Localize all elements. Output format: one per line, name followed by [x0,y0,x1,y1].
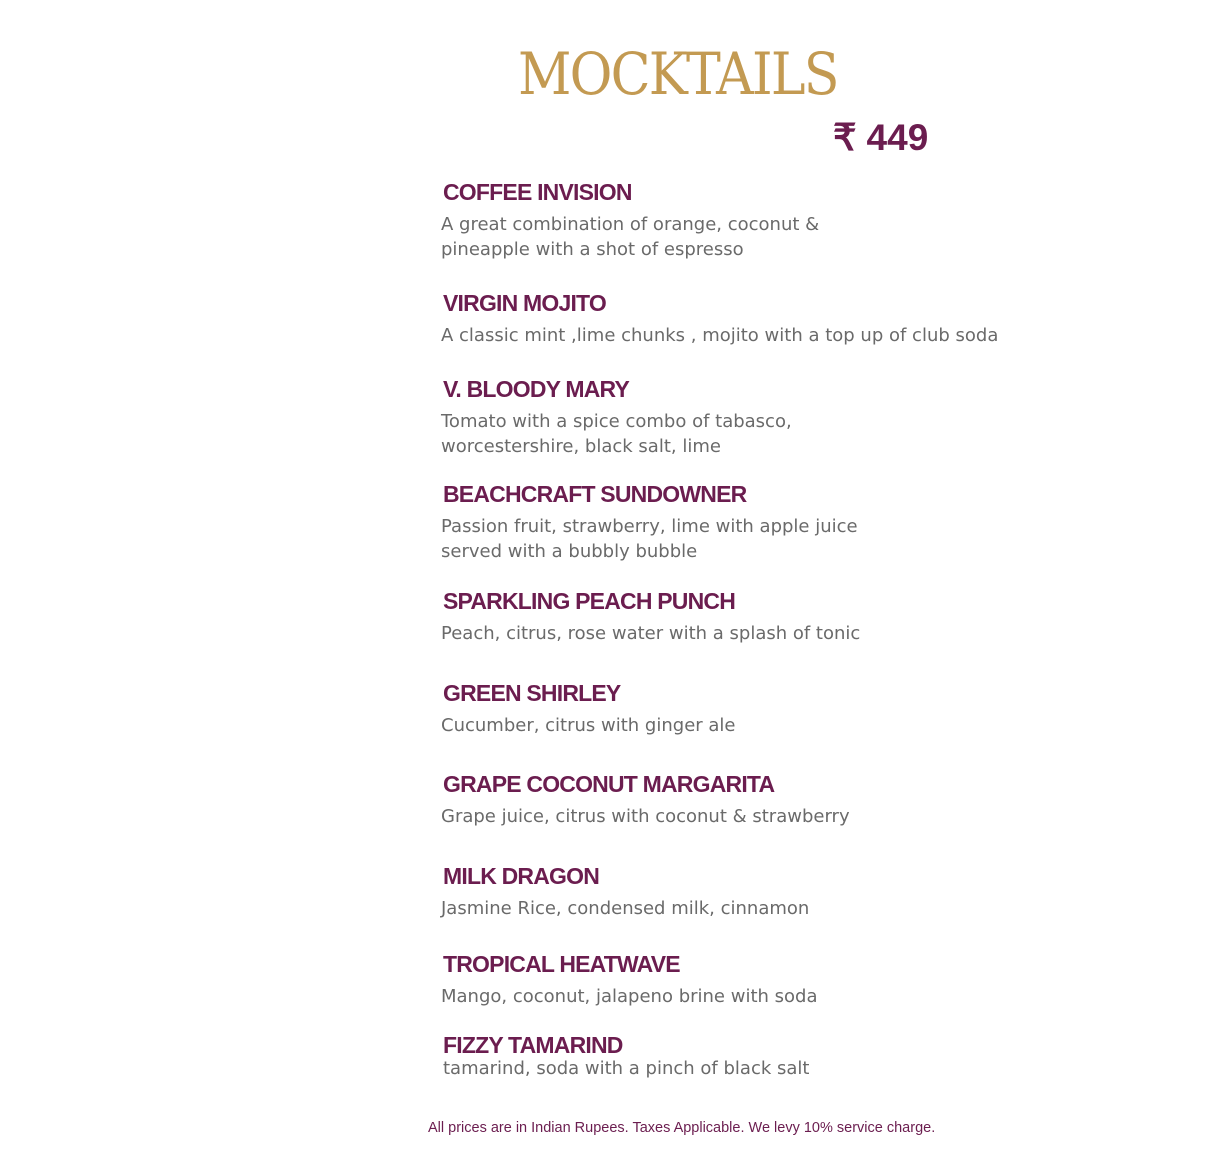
item-name: VIRGIN MOJITO [443,290,606,316]
item-name: GRAPE COCONUT MARGARITA [443,771,775,797]
item-name: MILK DRAGON [443,863,600,889]
item-description: Jasmine Rice, condensed milk, cinnamon [441,898,810,919]
menu-item-green-shirley [441,678,1061,738]
menu-item-beachcraft-sundowner [441,479,1061,564]
menu-title: MOCKTAILS [518,40,838,108]
menu-item-fizzy-tamarind [441,1030,1061,1081]
menu-item-grape-coconut-margarita [441,769,1061,829]
price-amount: 449 [866,117,929,158]
menu-item-virgin-mojito [441,288,1061,348]
menu-item-coffee-invision [441,177,1061,262]
footer-note: All prices are in Indian Rupees. Taxes Applicable. We levy 10% service charge. [428,1120,936,1136]
item-description: Grape juice, citrus with coconut & strawberry [441,806,850,827]
item-name: FIZZY TAMARIND [443,1032,623,1058]
item-description: Passion fruit, strawberry, lime with apple juice served with a bubbly bubble [441,516,858,562]
menu-item-v-bloody-mary [441,374,1061,459]
item-description: A great combination of orange, coconut & pineapple with a shot of espresso [441,214,820,260]
menu-item-tropical-heatwave [441,949,1061,1009]
item-description: Peach, citrus, rose water with a splash of tonic [441,623,861,644]
item-name: COFFEE INVISION [443,179,632,205]
item-name: TROPICAL HEATWAVE [443,951,680,977]
menu-item-sparkling-peach-punch [441,586,1061,646]
item-description: Cucumber, citrus with ginger ale [441,715,736,736]
menu-price [833,114,928,162]
item-name: GREEN SHIRLEY [443,680,621,706]
item-description: Tomato with a spice combo of tabasco, worcestershire, black salt, lime [441,411,792,457]
item-description: A classic mint ,lime chunks , mojito with a top up of club soda [441,325,999,346]
menu-item-milk-dragon [441,861,1061,921]
rupee-symbol: ₹ [833,117,857,158]
item-name: BEACHCRAFT SUNDOWNER [443,481,747,507]
item-name: V. BLOODY MARY [443,376,630,402]
item-name: SPARKLING PEACH PUNCH [443,588,736,614]
item-description: tamarind, soda with a pinch of black salt [443,1058,810,1079]
item-description: Mango, coconut, jalapeno brine with soda [441,986,818,1007]
